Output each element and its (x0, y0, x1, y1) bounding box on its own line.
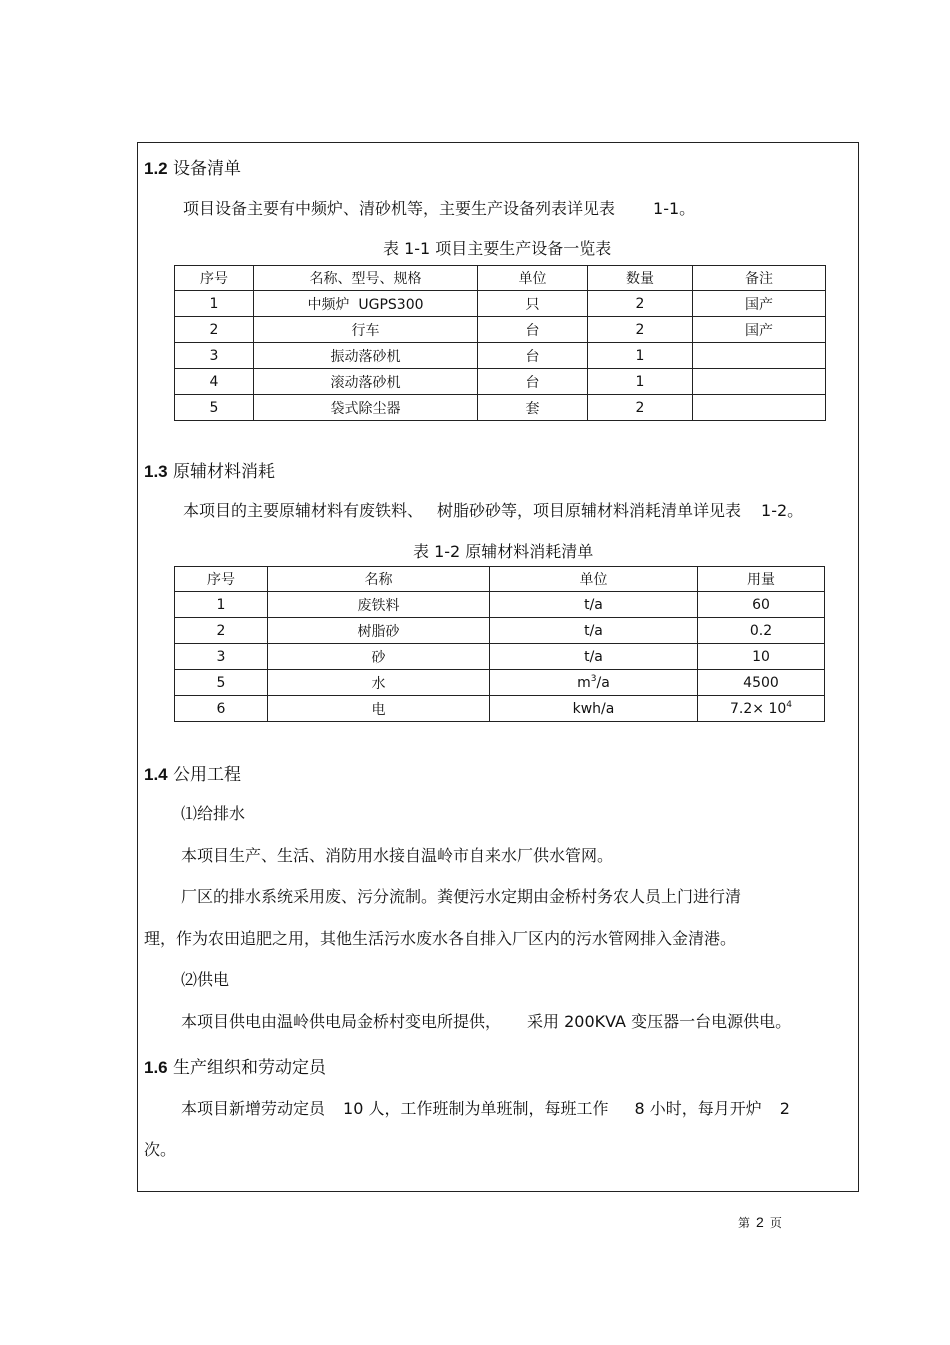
table-1-2-caption: 表 1-2 原辅材料消耗清单 (413, 542, 594, 561)
staffing-paragraph-line2: 次。 (144, 1140, 177, 1159)
section-1-6-heading: 1.6 生产组织和劳动定员 (144, 1058, 327, 1078)
header-cell: 名称、型号、规格 (254, 266, 478, 291)
table-cell: 电 (268, 696, 490, 722)
header-cell: 备注 (693, 266, 826, 291)
header-cell: 序号 (175, 266, 254, 291)
table-1-1-caption: 表 1-1 项目主要生产设备一览表 (383, 239, 612, 258)
table-row (175, 618, 825, 644)
header-cell: 数量 (588, 266, 693, 291)
table-cell: 滚动落砂机 (254, 369, 478, 395)
table-cell: 只 (478, 291, 588, 317)
table-row (175, 395, 826, 421)
power-paragraph: 本项目供电由温岭供电局金桥村变电所提供， 采用 200KVA 变压器一台电源供电。 (181, 1012, 792, 1031)
staffing-paragraph-line1: 本项目新增劳动定员 10 人，工作班制为单班制，每班工作 8 小时，每月开炉 2 (181, 1099, 790, 1118)
table-cell: 2 (175, 618, 268, 644)
table-cell: 10 (698, 644, 825, 670)
table-cell: 2 (588, 317, 693, 343)
materials-table (174, 566, 825, 722)
table-cell: 套 (478, 395, 588, 421)
table-cell: 0.2 (698, 618, 825, 644)
table-cell: 1 (175, 592, 268, 618)
table-cell (693, 369, 826, 395)
table-cell: 树脂砂 (268, 618, 490, 644)
table-cell: 5 (175, 670, 268, 696)
table-cell: 台 (478, 317, 588, 343)
table-cell: $7.2\times 10^4$ (698, 696, 825, 722)
table-cell: 废铁料 (268, 592, 490, 618)
table-cell: 4 (175, 369, 254, 395)
table-cell: 袋式除尘器 (254, 395, 478, 421)
table-cell: 3 (175, 644, 268, 670)
table-cell: 3 (175, 343, 254, 369)
section-1-2-heading: 1.2 设备清单 (144, 159, 242, 179)
table-cell: 振动落砂机 (254, 343, 478, 369)
table-cell: 60 (698, 592, 825, 618)
table-cell: 台 (478, 369, 588, 395)
table-row (175, 592, 825, 618)
table-row (175, 369, 826, 395)
table-cell: 中频炉 UGPS300 (254, 291, 478, 317)
table-cell: 2 (588, 291, 693, 317)
section-1-2-paragraph: 项目设备主要有中频炉、清砂机等，主要生产设备列表详见表 1-1。 (183, 199, 696, 218)
table-cell: 6 (175, 696, 268, 722)
table-cell: 水 (268, 670, 490, 696)
table-cell: 国产 (693, 291, 826, 317)
table-row (175, 696, 825, 722)
table-cell: 5 (175, 395, 254, 421)
table-cell: kwh/a (490, 696, 698, 722)
table-cell: 台 (478, 343, 588, 369)
header-cell: 单位 (490, 567, 698, 592)
section-1-3-heading: 1.3 原辅材料消耗 (144, 462, 276, 482)
table-header-row (175, 266, 826, 291)
header-cell: 用量 (698, 567, 825, 592)
subheading-power: ⑵供电 (181, 970, 230, 989)
table-row (175, 670, 825, 696)
table-cell: t/a (490, 592, 698, 618)
table-cell: 4500 (698, 670, 825, 696)
header-cell: 名称 (268, 567, 490, 592)
table-cell: t/a (490, 618, 698, 644)
table-row (175, 343, 826, 369)
table-header-row (175, 567, 825, 592)
equipment-table (174, 265, 826, 421)
drainage-paragraph-line1: 厂区的排水系统采用废、污分流制。粪便污水定期由金桥村务农人员上门进行清 (181, 887, 742, 906)
table-cell: 2 (588, 395, 693, 421)
water-paragraph: 本项目生产、生活、消防用水接自温岭市自来水厂供水管网。 (181, 846, 614, 865)
table-cell: $m^3/a$ (490, 670, 698, 696)
subheading-water: ⑴给排水 (181, 804, 246, 823)
table-cell: 1 (175, 291, 254, 317)
table-cell: 2 (175, 317, 254, 343)
table-cell: 行车 (254, 317, 478, 343)
table-cell (693, 395, 826, 421)
table-cell: 1 (588, 369, 693, 395)
table-row (175, 644, 825, 670)
page-number: 第 2 页 (738, 1214, 782, 1230)
section-1-4-heading: 1.4 公用工程 (144, 765, 242, 785)
table-row (175, 291, 826, 317)
table-cell: 砂 (268, 644, 490, 670)
section-1-3-paragraph: 本项目的主要原辅材料有废铁料、 树脂砂砂等，项目原辅材料消耗清单详见表 1-2。 (183, 501, 804, 520)
table-cell: t/a (490, 644, 698, 670)
table-row (175, 317, 826, 343)
table-cell: 1 (588, 343, 693, 369)
header-cell: 单位 (478, 266, 588, 291)
header-cell: 序号 (175, 567, 268, 592)
table-cell (693, 343, 826, 369)
drainage-paragraph-line2: 理，作为农田追肥之用，其他生活污水废水各自排入厂区内的污水管网排入金清港。 (144, 929, 737, 948)
table-cell: 国产 (693, 317, 826, 343)
